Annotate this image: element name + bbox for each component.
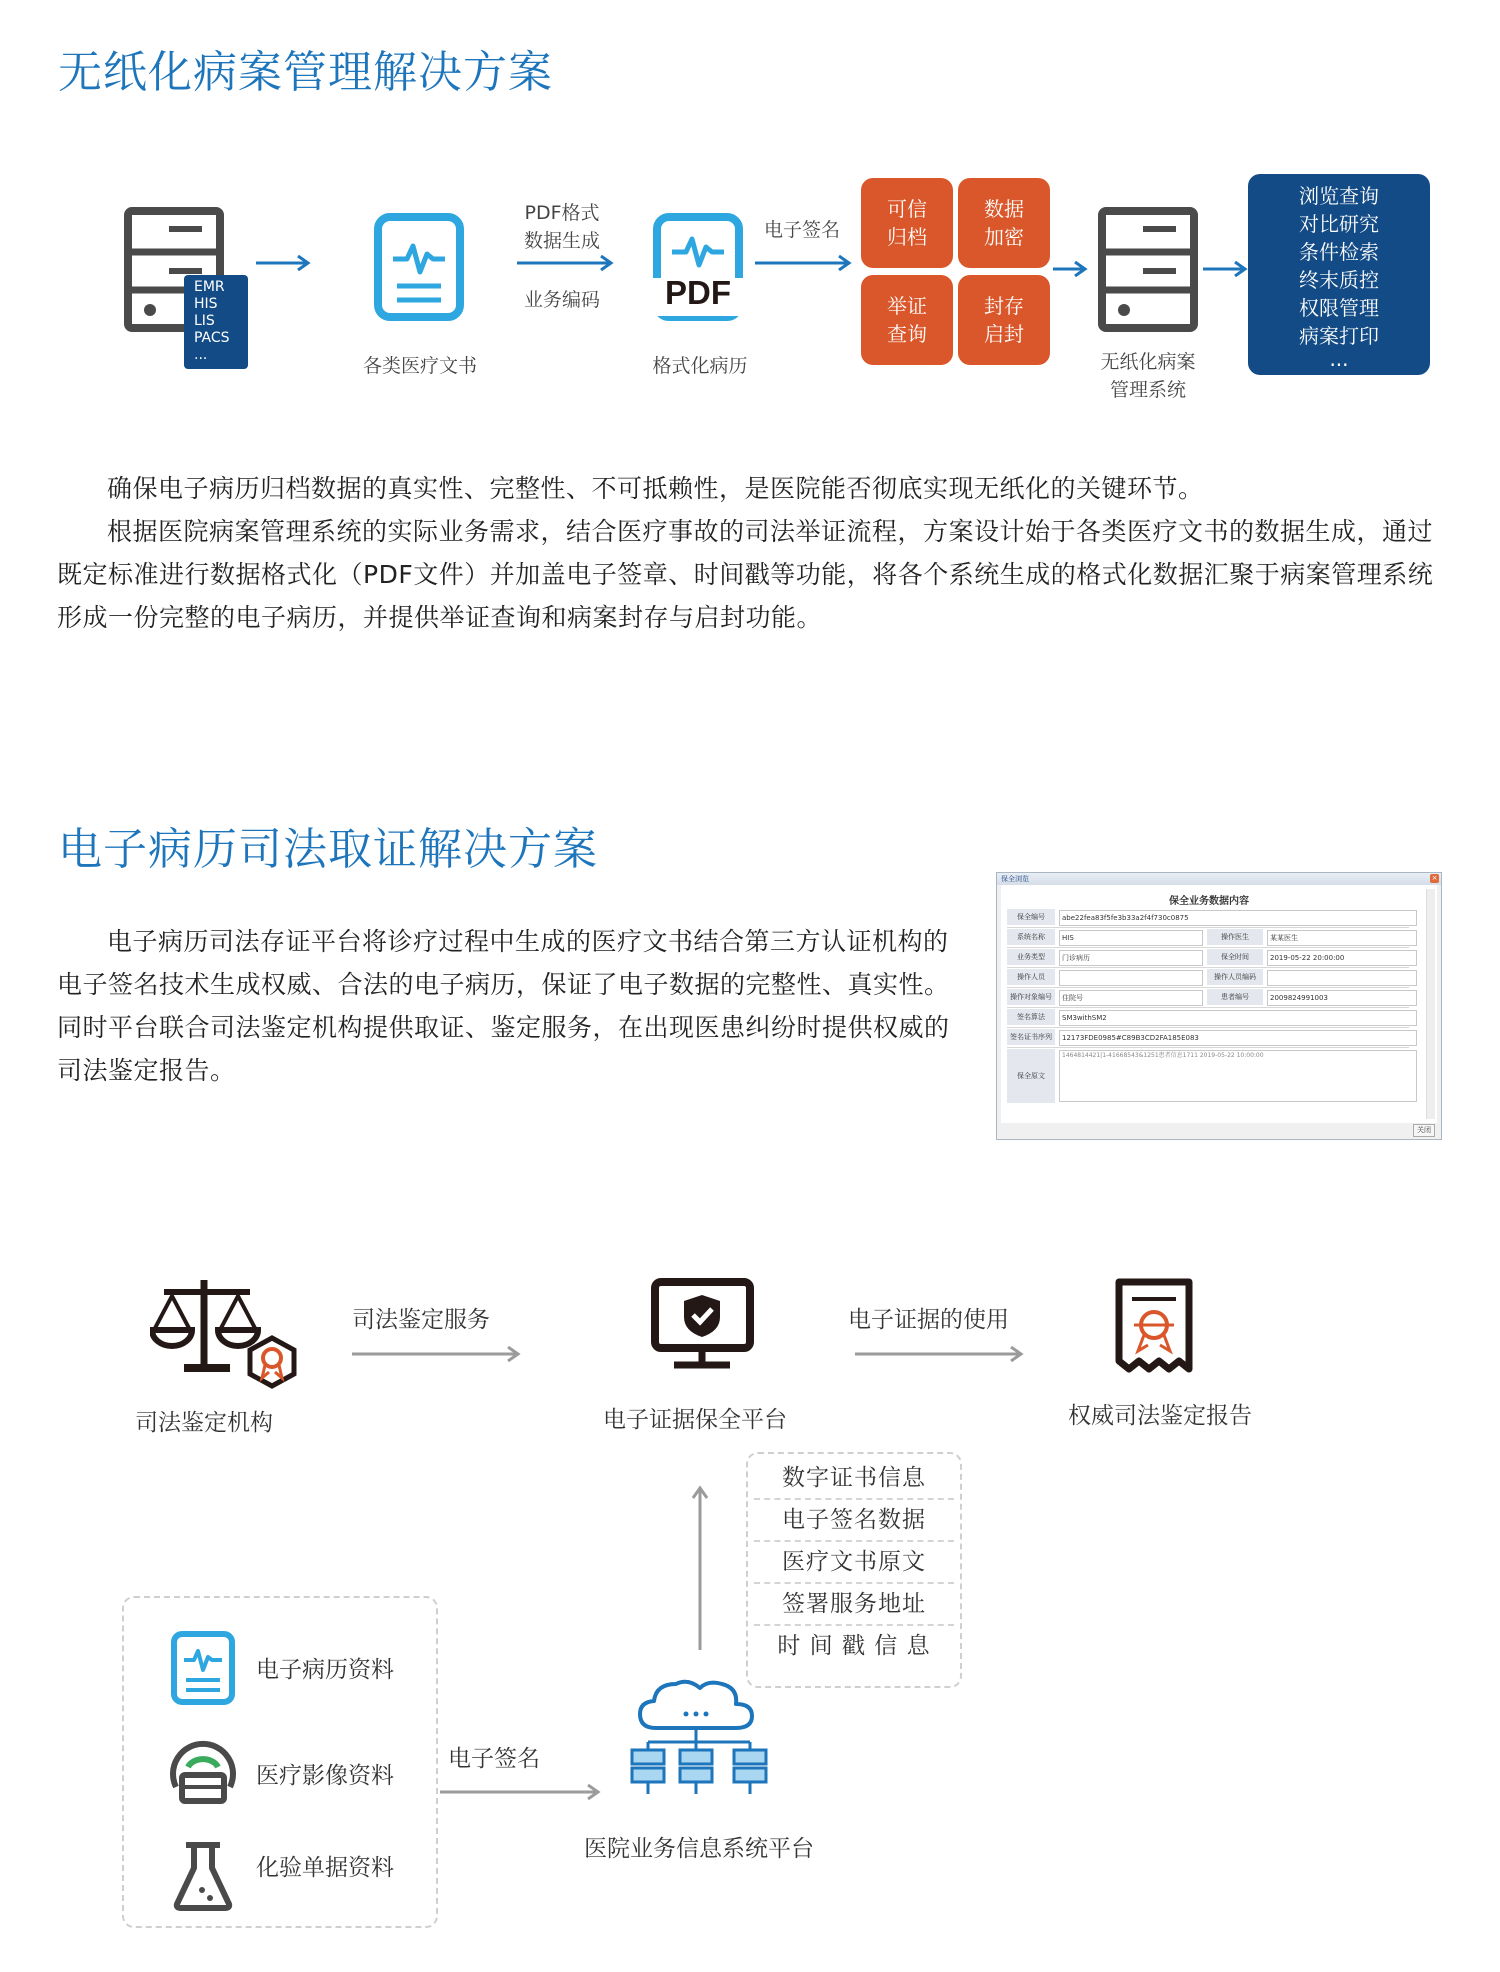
arrow2-top-text: 电子签名 — [763, 219, 840, 241]
server-icon — [1098, 207, 1198, 332]
section1-para2: 根据医院病案管理系统的实际业务需求，结合医疗事故的司法举证流程，方案设计始于各类医疗文书的数据生成，通过既定标准进行数据格式化（PDF文件）并加盖电子签章、时间戳等功能，将各个系统生成的格式化数据汇聚于病案管理系统形成一份完整的电子病历，并提供举证查询和病案封存与启封功能。 — [57, 517, 1434, 632]
function-seal-unseal: 封存 启封 — [958, 275, 1050, 365]
pdf-label: 格式化病历 — [652, 355, 748, 377]
arrow1-top-text — [512, 199, 612, 255]
flow-arrow-icon — [517, 255, 617, 271]
flow-arrow-icon — [440, 1784, 604, 1800]
evidence-screenshot-window — [996, 872, 1442, 1140]
function-trusted-archive: 可信 归档 — [861, 178, 953, 268]
screenshot-heading: 保全业务数据内容 — [1169, 896, 1249, 907]
lab-flask-icon — [172, 1840, 234, 1912]
up-arrow-icon — [690, 1484, 710, 1650]
feature-more: ... — [1329, 347, 1349, 371]
medical-record-icon — [170, 1630, 236, 1706]
function-evidence-query: 举证 查询 — [861, 275, 953, 365]
arrow-service-text: 司法鉴定服务 — [352, 1307, 490, 1333]
flow-arrow-icon — [855, 1346, 1025, 1362]
flow-arrow-icon — [1053, 261, 1091, 277]
field-row: 系统名称 HIS 操作医生 某某医生 — [1007, 929, 1409, 948]
arrow-usage-text: 电子证据的使用 — [848, 1307, 1009, 1333]
window-title: 保全浏览 — [1001, 875, 1029, 883]
material-lab: 化验单据资料 — [256, 1855, 394, 1881]
platform-label: 电子证据保全平台 — [603, 1407, 787, 1433]
scales-icon — [150, 1272, 300, 1392]
window-body — [1001, 885, 1437, 1123]
close-icon[interactable]: × — [1431, 874, 1438, 882]
field-row: 操作对象编号 住院号 患者编号 2009824991003 — [1007, 989, 1409, 1008]
arrow1-top-line2: 数据生成 — [523, 230, 600, 252]
feature-search: 条件检索 — [1299, 240, 1379, 264]
cloud-network-icon — [626, 1676, 786, 1802]
source-systems-card — [184, 275, 248, 369]
field-row: 操作人员 操作人员编码 — [1007, 969, 1409, 988]
section2-description — [57, 920, 957, 1092]
evidence-info-box — [746, 1452, 962, 1688]
field-row: 业务类型 门诊病历 保全时间 2019-05-22 20:00:00 — [1007, 949, 1409, 968]
report-label: 权威司法鉴定报告 — [1068, 1403, 1252, 1429]
field-row: 签名算法 SM3withSM2 — [1007, 1009, 1409, 1028]
evidence-item: 时 间 戳 信 息 — [777, 1633, 931, 1659]
arrow-sign-text: 电子签名 — [448, 1746, 540, 1772]
flow-arrow-icon — [755, 255, 855, 271]
feature-compare: 对比研究 — [1299, 212, 1379, 236]
feature-quality: 终末质控 — [1299, 268, 1379, 292]
flow-arrow-icon — [352, 1346, 522, 1362]
feature-print: 病案打印 — [1299, 324, 1379, 348]
section1-para1: 确保电子病历归档数据的真实性、完整性、不可抵赖性，是医院能否彻底实现无纸化的关键环节。 — [107, 474, 1204, 503]
section2-para: 电子病历司法存证平台将诊疗过程中生成的医疗文书结合第三方认证机构的电子签名技术生成权威、合法的电子病历，保证了电子数据的完整性、真实性。同时平台联合司法鉴定机构提供取证、鉴定服务，在出现医患纠纷时提供权威的司法鉴定报告。 — [57, 927, 950, 1085]
field-row: 签名证书序列 12173FDE0985#C89B3CD2FA185E083 — [1007, 1029, 1409, 1048]
doc-label: 各类医疗文书 — [362, 355, 477, 377]
flow-arrow-icon — [1203, 261, 1251, 277]
feature-browse: 浏览查询 — [1299, 184, 1379, 208]
source-his: HIS — [194, 296, 218, 312]
evidence-item: 医疗文书原文 — [754, 1542, 954, 1584]
arrow1-bottom-text: 业务编码 — [523, 289, 600, 311]
feature-permissions: 权限管理 — [1299, 296, 1379, 320]
judicial-org-label: 司法鉴定机构 — [135, 1410, 273, 1436]
material-imaging: 医疗影像资料 — [256, 1763, 394, 1789]
source-emr: EMR — [194, 279, 225, 295]
material-emr: 电子病历资料 — [256, 1657, 394, 1683]
function-data-encryption: 数据 加密 — [958, 178, 1050, 268]
hospital-platform-label: 医院业务信息系统平台 — [584, 1836, 814, 1862]
medical-document-icon — [373, 212, 465, 322]
source-pacs: PACS — [194, 330, 230, 346]
system-label: 无纸化病案 管理系统 — [1100, 351, 1196, 401]
evidence-item: 数字证书信息 — [754, 1458, 954, 1500]
flow-arrow-icon — [256, 255, 314, 271]
evidence-item: 签署服务地址 — [754, 1584, 954, 1626]
section1-description — [57, 467, 1457, 639]
source-lis: LIS — [194, 313, 215, 329]
scrollbar[interactable] — [1426, 889, 1435, 1119]
arrow1-top-line1: PDF格式 — [524, 202, 600, 224]
imaging-scanner-icon — [166, 1731, 240, 1807]
source-more: ... — [194, 347, 208, 363]
pdf-text: PDF — [665, 274, 731, 311]
field-row: 保全原文 1464814421|1-41668543&1251患者信息1711 2019-05-22 10:00:00 — [1007, 1049, 1409, 1105]
certificate-report-icon — [1114, 1277, 1194, 1377]
field-row: 保全编号 abe22fea83f5fe3b33a2f4f730c0875 — [1007, 909, 1409, 928]
monitor-shield-icon — [650, 1277, 755, 1372]
section1-title: 无纸化病案管理解决方案 — [58, 47, 553, 98]
window-titlebar — [997, 873, 1441, 885]
close-button[interactable]: 关闭 — [1413, 1124, 1435, 1137]
section2-title: 电子病历司法取证解决方案 — [58, 824, 598, 875]
evidence-item: 电子签名数据 — [754, 1500, 954, 1542]
features-panel — [1248, 174, 1430, 375]
